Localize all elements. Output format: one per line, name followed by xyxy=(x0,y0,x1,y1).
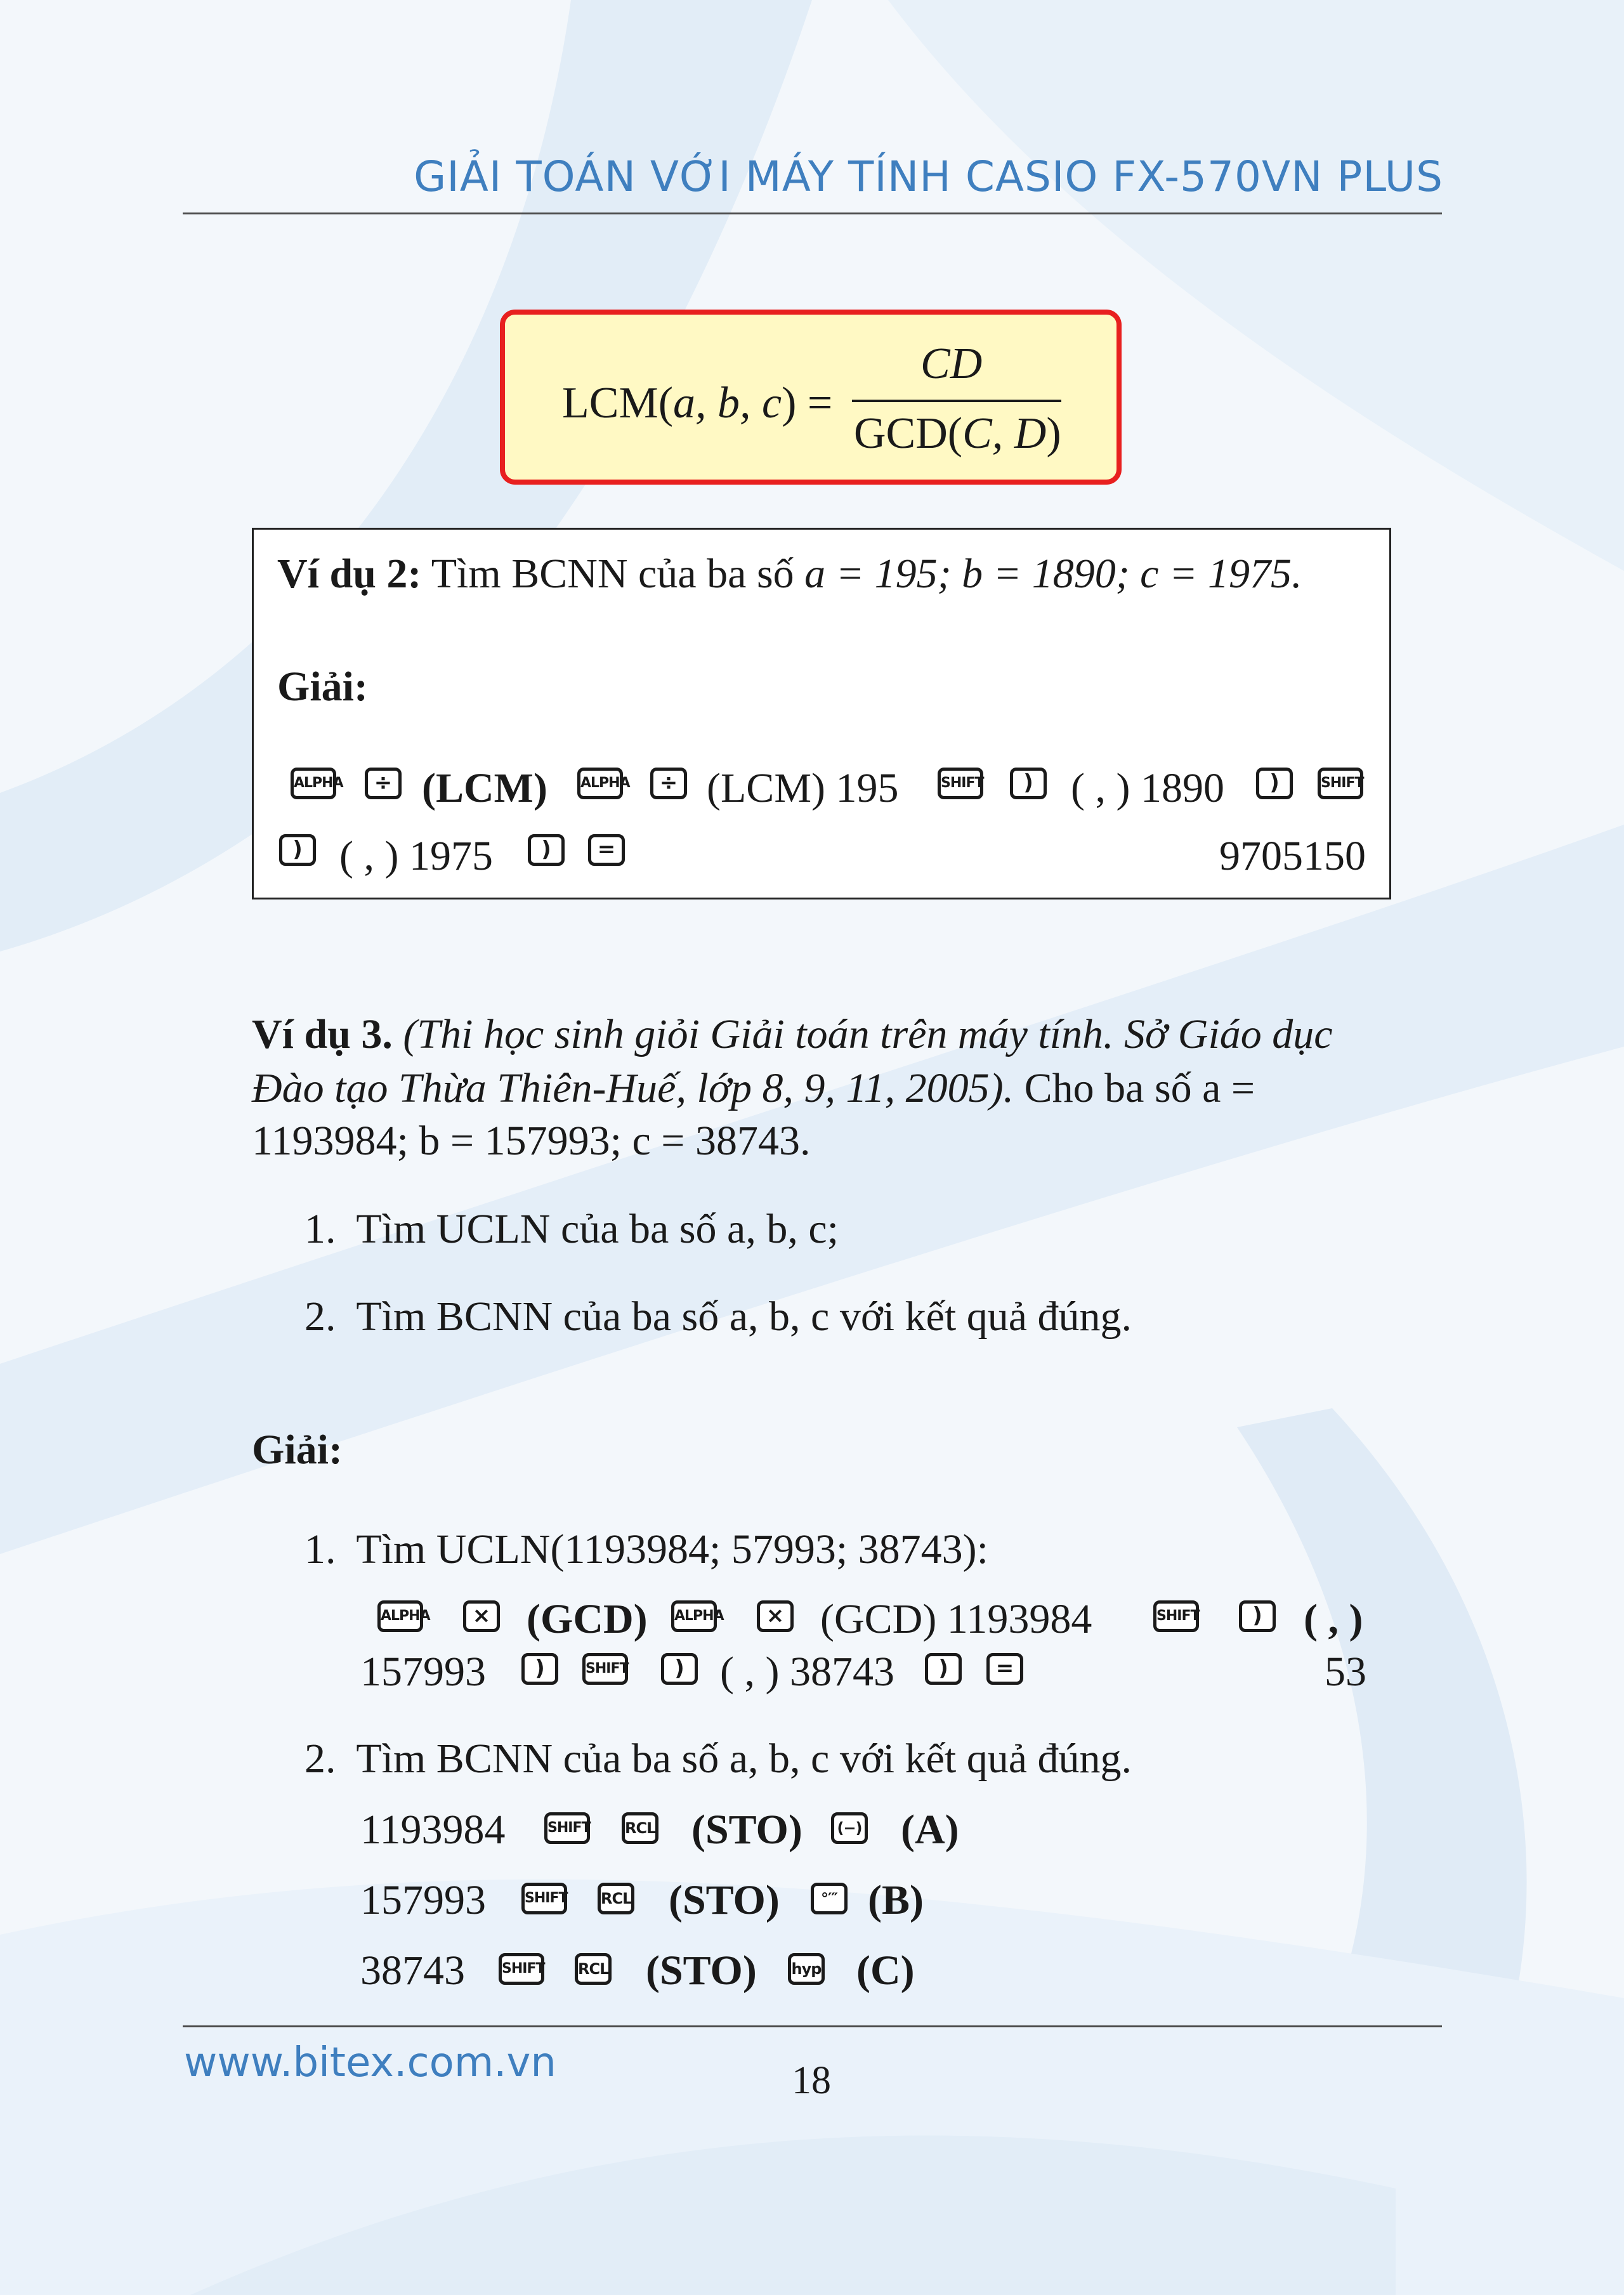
task-text: Tìm UCLN của ba số a, b, c; xyxy=(356,1206,839,1252)
example-3-text-tail: Cho ba số a = xyxy=(1024,1065,1255,1111)
rcl-key: RCL xyxy=(598,1883,634,1914)
alpha-key: ALPHA xyxy=(577,768,623,799)
task-1 xyxy=(304,1208,839,1250)
sto-text: (STO) xyxy=(691,1807,802,1853)
close-paren-key: ) xyxy=(925,1653,962,1685)
example-2-text: Tìm BCNN của ba số xyxy=(431,551,794,597)
var-a xyxy=(901,1809,959,1851)
sto-text: (STO) xyxy=(669,1877,780,1923)
example-2-result: 9705150 xyxy=(1219,833,1366,879)
sto-token-c xyxy=(646,1947,757,1994)
var-text: (C) xyxy=(856,1947,915,1994)
equals-key: = xyxy=(588,834,625,866)
rcl-key: RCL xyxy=(575,1953,612,1985)
step-text: Tìm BCNN của ba số a, b, c với kết quả đúng. xyxy=(356,1736,1132,1782)
sto-number-c: 38743 xyxy=(360,1947,465,1994)
gcd-token-1193984: (GCD) 1193984 xyxy=(820,1596,1092,1642)
alpha-key: ALPHA xyxy=(671,1600,717,1632)
lcm-token-195: (LCM) 195 xyxy=(707,765,899,811)
var-b xyxy=(868,1877,924,1923)
shift-key: SHIFT xyxy=(544,1812,590,1844)
formula-numerator xyxy=(920,339,982,389)
example-3-source-2: Đào tạo Thừa Thiên-Huế, lớp 8, 9, 11, 2005). xyxy=(252,1065,1014,1111)
denominator-args: C, D xyxy=(962,409,1047,458)
fraction-bar xyxy=(852,400,1061,402)
shift-key: SHIFT xyxy=(521,1883,567,1914)
equals-key: = xyxy=(986,1653,1023,1685)
numerator-text: CD xyxy=(920,339,983,388)
step-number: 2. xyxy=(304,1736,336,1782)
rcl-key: RCL xyxy=(622,1812,658,1844)
comma-token-text: ( , ) xyxy=(1304,1596,1363,1642)
denominator-function: GCD xyxy=(854,409,948,458)
shift-key: SHIFT xyxy=(582,1653,628,1685)
step-number: 1. xyxy=(304,1526,336,1573)
close-paren-key: ) xyxy=(521,1653,558,1685)
degree-key: °′″ xyxy=(811,1883,848,1914)
example-2-values: a = 195; b = 1890; c = 1975. xyxy=(804,551,1302,597)
comma-token xyxy=(1304,1596,1363,1642)
close-paren-key: ) xyxy=(1010,768,1047,799)
step-text: Tìm UCLN(1193984; 57993; 38743): xyxy=(356,1526,988,1573)
header-divider xyxy=(183,213,1442,214)
formula-lhs: LCM(a, b, c) = xyxy=(562,379,833,428)
formula-args: a, b, c xyxy=(673,379,782,428)
page-header xyxy=(0,0,1624,228)
formula-function: LCM xyxy=(562,379,658,428)
close-paren-key: ) xyxy=(1256,768,1293,799)
gcd-token xyxy=(527,1596,648,1642)
hyp-key: hyp xyxy=(788,1953,825,1985)
solution-label-text: Giải: xyxy=(252,1427,343,1473)
number-157993: 157993 xyxy=(360,1649,486,1695)
var-text: (B) xyxy=(868,1877,924,1923)
formula-denominator: GCD(C, D) xyxy=(854,409,1061,458)
comma-1890-token: ( , ) 1890 xyxy=(1071,765,1224,811)
alpha-key: ALPHA xyxy=(377,1600,423,1632)
shift-key: SHIFT xyxy=(1318,768,1363,799)
var-text: (A) xyxy=(901,1807,959,1853)
lcm-token xyxy=(422,765,547,811)
task-number: 1. xyxy=(304,1206,336,1252)
task-text: Tìm BCNN của ba số a, b, c với kết quả đúng. xyxy=(356,1293,1132,1340)
sto-token-b xyxy=(669,1877,780,1923)
example-2-box xyxy=(252,528,1391,899)
var-c xyxy=(856,1947,915,1994)
sto-token-a xyxy=(691,1809,802,1851)
example-3-statement-line2 xyxy=(252,1065,1255,1111)
alpha-key: ALPHA xyxy=(291,768,336,799)
example-3-label: Ví dụ 3. xyxy=(252,1011,393,1057)
step-2-title xyxy=(304,1738,1132,1780)
close-paren-key: ) xyxy=(661,1653,698,1685)
sto-text: (STO) xyxy=(646,1947,757,1994)
sto-number-b: 157993 xyxy=(360,1877,486,1923)
example-3-source-1: (Thi học sinh giỏi Giải toán trên máy tính. Sở Giáo dục xyxy=(403,1011,1333,1057)
lcm-formula-box xyxy=(500,310,1122,485)
shift-key: SHIFT xyxy=(499,1953,544,1985)
shift-key: SHIFT xyxy=(1153,1600,1199,1632)
close-paren-key: ) xyxy=(279,834,316,866)
comma-1975-token: ( , ) 1975 xyxy=(339,833,493,879)
comma-38743-token: ( , ) 38743 xyxy=(720,1649,894,1695)
solution-label-text: Giải: xyxy=(277,664,368,710)
divide-key: ÷ xyxy=(650,768,687,799)
example-2-statement xyxy=(277,553,1302,595)
task-2 xyxy=(304,1293,1132,1340)
step-1-result: 53 xyxy=(1325,1649,1366,1695)
example-2-solution-label xyxy=(277,666,368,708)
shift-key: SHIFT xyxy=(938,768,983,799)
task-number: 2. xyxy=(304,1293,336,1340)
example-3-statement-line1 xyxy=(252,1011,1333,1057)
close-paren-key: ) xyxy=(528,834,565,866)
close-paren-key: ) xyxy=(1239,1600,1276,1632)
header-title: GIẢI TOÁN VỚI MÁY TÍNH CASIO FX-570VN PLUS xyxy=(414,152,1443,201)
example-3-statement-line3: 1193984; b = 157993; c = 38743. xyxy=(252,1118,811,1164)
page-number: 18 xyxy=(792,2059,831,2102)
example-3-solution-label xyxy=(252,1429,343,1471)
formula-equals: = xyxy=(807,379,833,428)
multiply-key: × xyxy=(757,1600,794,1632)
step-1-title xyxy=(304,1526,988,1573)
footer-divider xyxy=(183,2025,1442,2027)
multiply-key: × xyxy=(463,1600,500,1632)
negative-key: (−) xyxy=(831,1812,868,1844)
lcm-token-text: (LCM) xyxy=(422,765,547,811)
footer-url-link[interactable]: www.bitex.com.vn xyxy=(184,2039,556,2086)
example-2-label: Ví dụ 2: xyxy=(277,551,422,597)
divide-key: ÷ xyxy=(365,768,402,799)
sto-number-a: 1193984 xyxy=(360,1807,506,1853)
gcd-token-text: (GCD) xyxy=(527,1596,648,1642)
